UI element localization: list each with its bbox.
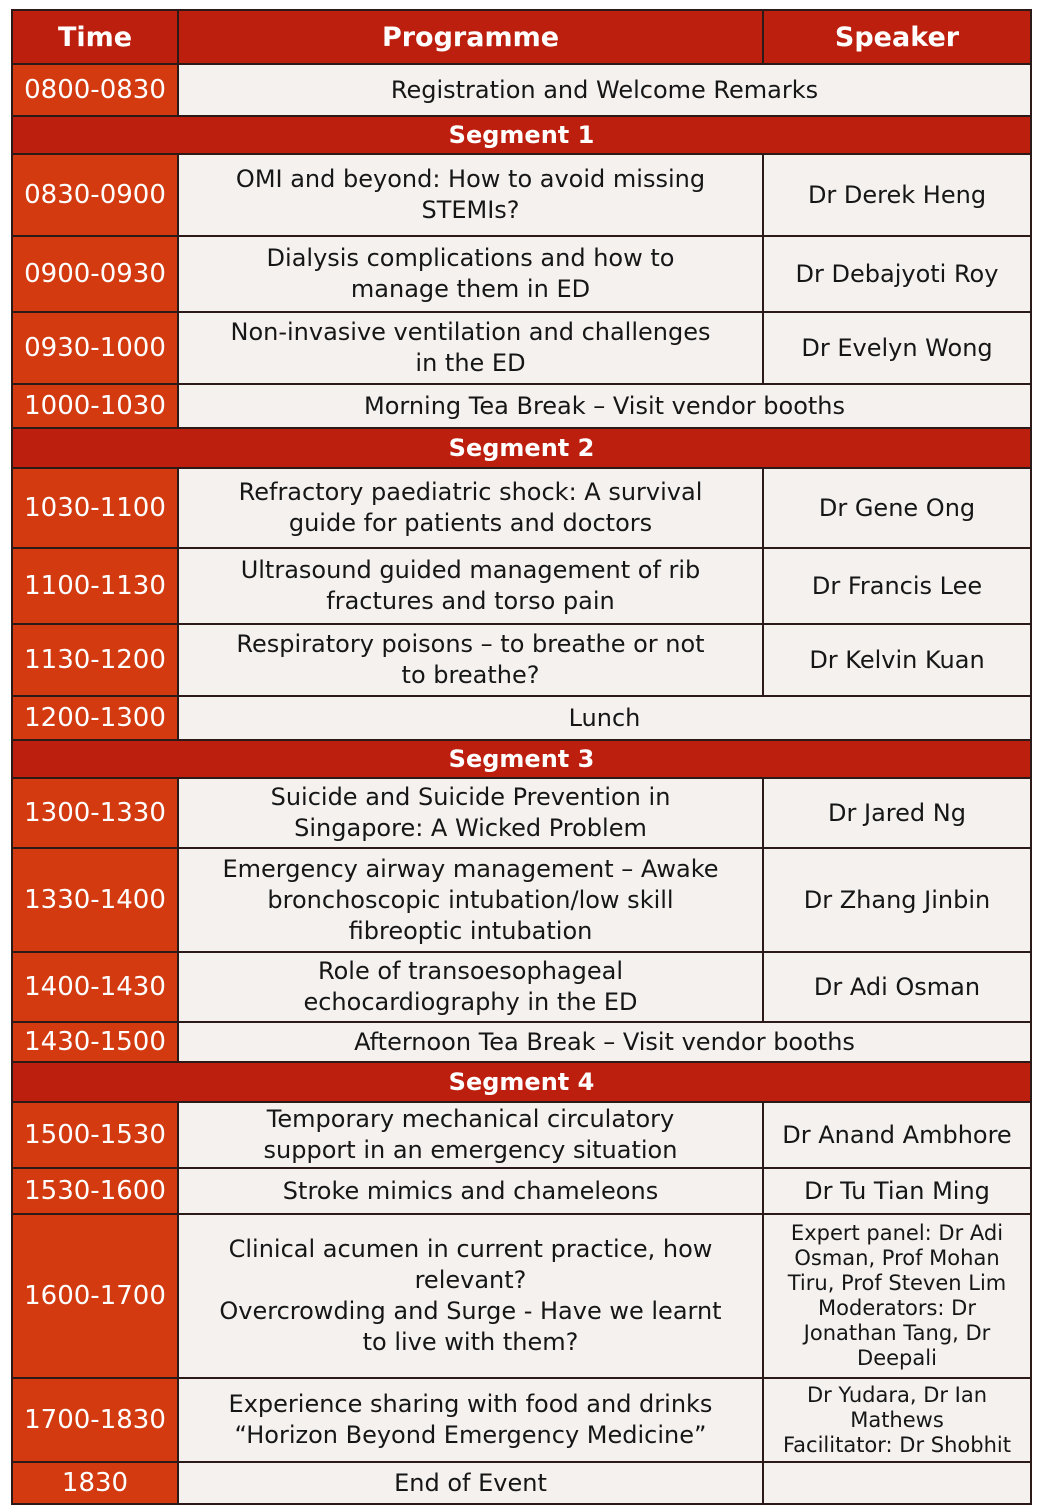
programme-line: support in an emergency situation xyxy=(263,1136,678,1164)
speaker-cell xyxy=(763,154,1031,236)
programme-line: in the ED xyxy=(415,349,526,377)
programme-line: relevant? xyxy=(414,1266,527,1294)
time-cell: 1700-1830 xyxy=(12,1378,178,1462)
speaker-line: Dr Yudara, Dr Ian xyxy=(806,1382,988,1407)
programme-line: STEMIs? xyxy=(421,196,520,224)
programme-line: echocardiography in the ED xyxy=(303,988,638,1016)
agenda-row xyxy=(12,952,1031,1022)
programme-cell xyxy=(178,236,763,312)
programme-line: Dialysis complications and how to xyxy=(266,244,675,272)
speaker-line: Dr Adi Osman xyxy=(813,972,981,1001)
programme-cell: Registration and Welcome Remarks xyxy=(178,64,1031,116)
speaker-line: Deepali xyxy=(857,1346,937,1370)
programme-line: fractures and torso pain xyxy=(326,587,615,615)
agenda-row xyxy=(12,1378,1031,1462)
agenda-row xyxy=(12,548,1031,624)
agenda-row xyxy=(12,1168,1031,1214)
programme-line: Respiratory poisons – to breathe or not xyxy=(236,630,705,658)
agenda-row xyxy=(12,696,1031,740)
programme-cell xyxy=(178,1168,763,1214)
speaker-cell xyxy=(763,548,1031,624)
programme-cell: Afternoon Tea Break – Visit vendor booths xyxy=(178,1022,1031,1062)
programme-cell xyxy=(178,952,763,1022)
agenda-row xyxy=(12,154,1031,236)
programme-line: manage them in ED xyxy=(350,275,591,303)
programme-cell: Morning Tea Break – Visit vendor booths xyxy=(178,384,1031,428)
speaker-line: Tiru, Prof Steven Lim xyxy=(787,1271,1007,1295)
time-cell: 0930-1000 xyxy=(12,312,178,384)
speaker-line: Dr Derek Heng xyxy=(807,180,987,209)
time-cell: 1430-1500 xyxy=(12,1022,178,1062)
agenda-row xyxy=(12,1022,1031,1062)
speaker-line: Moderators: Dr xyxy=(818,1296,976,1320)
programme-line: guide for patients and doctors xyxy=(288,509,653,537)
segment-row xyxy=(12,428,1031,468)
speaker-line: Dr Francis Lee xyxy=(811,571,983,600)
programme-line: Singapore: A Wicked Problem xyxy=(294,814,647,842)
programme-cell xyxy=(178,468,763,548)
programme-line: “Horizon Beyond Emergency Medicine” xyxy=(234,1421,707,1449)
time-cell: 1330-1400 xyxy=(12,848,178,952)
programme-cell xyxy=(178,548,763,624)
time-cell: 1500-1530 xyxy=(12,1102,178,1168)
header-programme: Programme xyxy=(178,10,763,64)
header-speaker: Speaker xyxy=(763,10,1031,64)
time-cell: 1300-1330 xyxy=(12,778,178,848)
segment-row xyxy=(12,1062,1031,1102)
agenda-row xyxy=(12,236,1031,312)
agenda-row xyxy=(12,468,1031,548)
agenda-row xyxy=(12,384,1031,428)
speaker-line: Dr Zhang Jinbin xyxy=(803,885,991,914)
programme-line: Ultrasound guided management of rib xyxy=(240,556,701,584)
programme-line: Role of transoesophageal xyxy=(318,957,623,985)
time-cell: 1130-1200 xyxy=(12,624,178,696)
time-cell: 0830-0900 xyxy=(12,154,178,236)
speaker-line: Osman, Prof Mohan xyxy=(794,1246,1000,1270)
speaker-line: Mathews xyxy=(850,1407,944,1432)
speaker-cell xyxy=(763,312,1031,384)
speaker-line: Dr Kelvin Kuan xyxy=(809,645,985,674)
programme-cell xyxy=(178,848,763,952)
speaker-line: Expert panel: Dr Adi xyxy=(790,1221,1004,1245)
speaker-line: Facilitator: Dr Shobhit xyxy=(783,1432,1011,1457)
programme-line: OMI and beyond: How to avoid missing xyxy=(235,165,706,193)
programme-line: Non-invasive ventilation and challenges xyxy=(230,318,711,346)
segment-row xyxy=(12,740,1031,778)
programme-cell xyxy=(178,1102,763,1168)
agenda-row xyxy=(12,1102,1031,1168)
time-cell: 0900-0930 xyxy=(12,236,178,312)
segment-title: Segment 2 xyxy=(12,428,1031,468)
time-cell: 1600-1700 xyxy=(12,1214,178,1378)
programme-cell: Lunch xyxy=(178,696,1031,740)
programme-cell xyxy=(178,624,763,696)
speaker-cell xyxy=(763,778,1031,848)
agenda-row xyxy=(12,1214,1031,1378)
segment-row xyxy=(12,116,1031,154)
speaker-cell xyxy=(763,468,1031,548)
programme-line: Clinical acumen in current practice, how xyxy=(228,1235,713,1263)
programme-line: Stroke mimics and chameleons xyxy=(282,1176,659,1205)
programme-line: Emergency airway management – Awake xyxy=(222,854,719,883)
time-cell: 1400-1430 xyxy=(12,952,178,1022)
programme-cell xyxy=(178,312,763,384)
programme-line: Suicide and Suicide Prevention in xyxy=(270,783,671,811)
agenda-row xyxy=(12,312,1031,384)
time-cell: 1030-1100 xyxy=(12,468,178,548)
time-cell: 0800-0830 xyxy=(12,64,178,116)
agenda-table xyxy=(11,9,1032,1505)
speaker-cell xyxy=(763,1462,1031,1504)
speaker-cell xyxy=(763,1214,1031,1378)
programme-line: Experience sharing with food and drinks xyxy=(228,1390,713,1418)
programme-line: Temporary mechanical circulatory xyxy=(266,1105,675,1133)
time-cell: 1100-1130 xyxy=(12,548,178,624)
programme-line: Refractory paediatric shock: A survival xyxy=(238,478,703,506)
programme-line: fibreoptic intubation xyxy=(348,916,593,945)
programme-line: Overcrowding and Surge - Have we learnt xyxy=(219,1297,722,1325)
speaker-cell xyxy=(763,1378,1031,1462)
segment-title: Segment 3 xyxy=(12,740,1031,778)
header-time: Time xyxy=(12,10,178,64)
speaker-cell xyxy=(763,952,1031,1022)
speaker-cell xyxy=(763,1102,1031,1168)
speaker-line: Dr Gene Ong xyxy=(818,493,976,522)
time-cell: 1200-1300 xyxy=(12,696,178,740)
speaker-line: Jonathan Tang, Dr xyxy=(803,1321,991,1345)
agenda-row xyxy=(12,1462,1031,1504)
programme-cell xyxy=(178,1214,763,1378)
speaker-line: Dr Anand Ambhore xyxy=(782,1120,1012,1149)
programme-cell xyxy=(178,154,763,236)
agenda-body xyxy=(12,64,1031,1504)
speaker-line: Dr Evelyn Wong xyxy=(801,333,993,362)
agenda-row xyxy=(12,778,1031,848)
time-cell: 1000-1030 xyxy=(12,384,178,428)
header-row xyxy=(12,10,1031,64)
segment-title: Segment 4 xyxy=(12,1062,1031,1102)
programme-line: bronchoscopic intubation/low skill xyxy=(267,885,674,914)
agenda-row xyxy=(12,64,1031,116)
speaker-cell xyxy=(763,1168,1031,1214)
speaker-line: Dr Debajyoti Roy xyxy=(795,259,999,288)
programme-cell xyxy=(178,1462,763,1504)
segment-title: Segment 1 xyxy=(12,116,1031,154)
agenda-row xyxy=(12,624,1031,696)
agenda-row xyxy=(12,848,1031,952)
programme-line: to live with them? xyxy=(362,1328,579,1356)
speaker-cell xyxy=(763,236,1031,312)
programme-line: to breathe? xyxy=(401,661,540,689)
programme-cell xyxy=(178,778,763,848)
programme-line: End of Event xyxy=(394,1468,547,1497)
speaker-cell xyxy=(763,848,1031,952)
time-cell: 1530-1600 xyxy=(12,1168,178,1214)
programme-cell xyxy=(178,1378,763,1462)
time-cell: 1830 xyxy=(12,1462,178,1504)
speaker-line: Dr Tu Tian Ming xyxy=(804,1176,990,1205)
speaker-cell xyxy=(763,624,1031,696)
speaker-line: Dr Jared Ng xyxy=(828,798,966,827)
